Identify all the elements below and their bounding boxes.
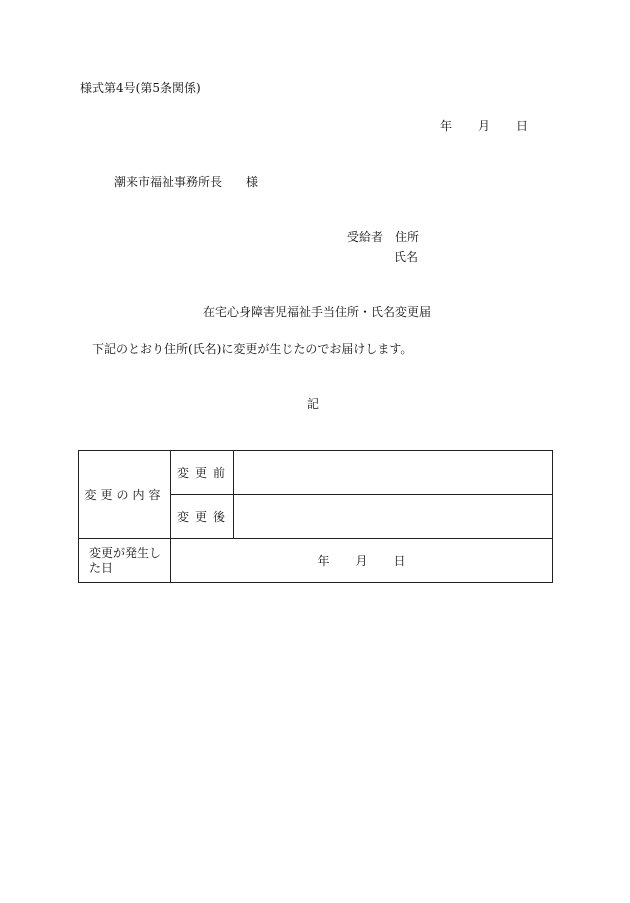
after-label: 変更後 xyxy=(171,495,234,539)
table-row xyxy=(79,539,553,583)
occurred-month: 月 xyxy=(355,554,368,568)
form-number: 様式第4号(第5条関係) xyxy=(80,81,201,95)
ki-heading: 記 xyxy=(307,397,320,411)
occurred-date-field[interactable] xyxy=(171,539,553,583)
applicant-name-label: 氏名 xyxy=(394,250,419,264)
before-label: 変更前 xyxy=(171,451,234,495)
body-text: 下記のとおり住所(氏名)に変更が生じたのでお届けします。 xyxy=(92,342,413,356)
date-day: 日 xyxy=(516,119,529,133)
submission-date xyxy=(440,120,528,132)
occurred-day: 日 xyxy=(393,554,406,568)
addressee: 潮来市福祉事務所長 様 xyxy=(114,175,259,189)
before-value-field[interactable] xyxy=(234,451,553,495)
change-form-table xyxy=(78,450,553,583)
applicant-address-label: 受給者 住所 xyxy=(347,230,420,244)
change-content-label: 変更の内容 xyxy=(79,451,171,539)
occurred-date-label: 変更が発生した日 xyxy=(79,539,171,583)
date-year: 年 xyxy=(440,119,453,133)
after-value-field[interactable] xyxy=(234,495,553,539)
occurred-year: 年 xyxy=(317,554,330,568)
date-month: 月 xyxy=(478,119,491,133)
document-title: 在宅心身障害児福祉手当住所・氏名変更届 xyxy=(203,305,432,319)
table-row xyxy=(79,451,553,495)
